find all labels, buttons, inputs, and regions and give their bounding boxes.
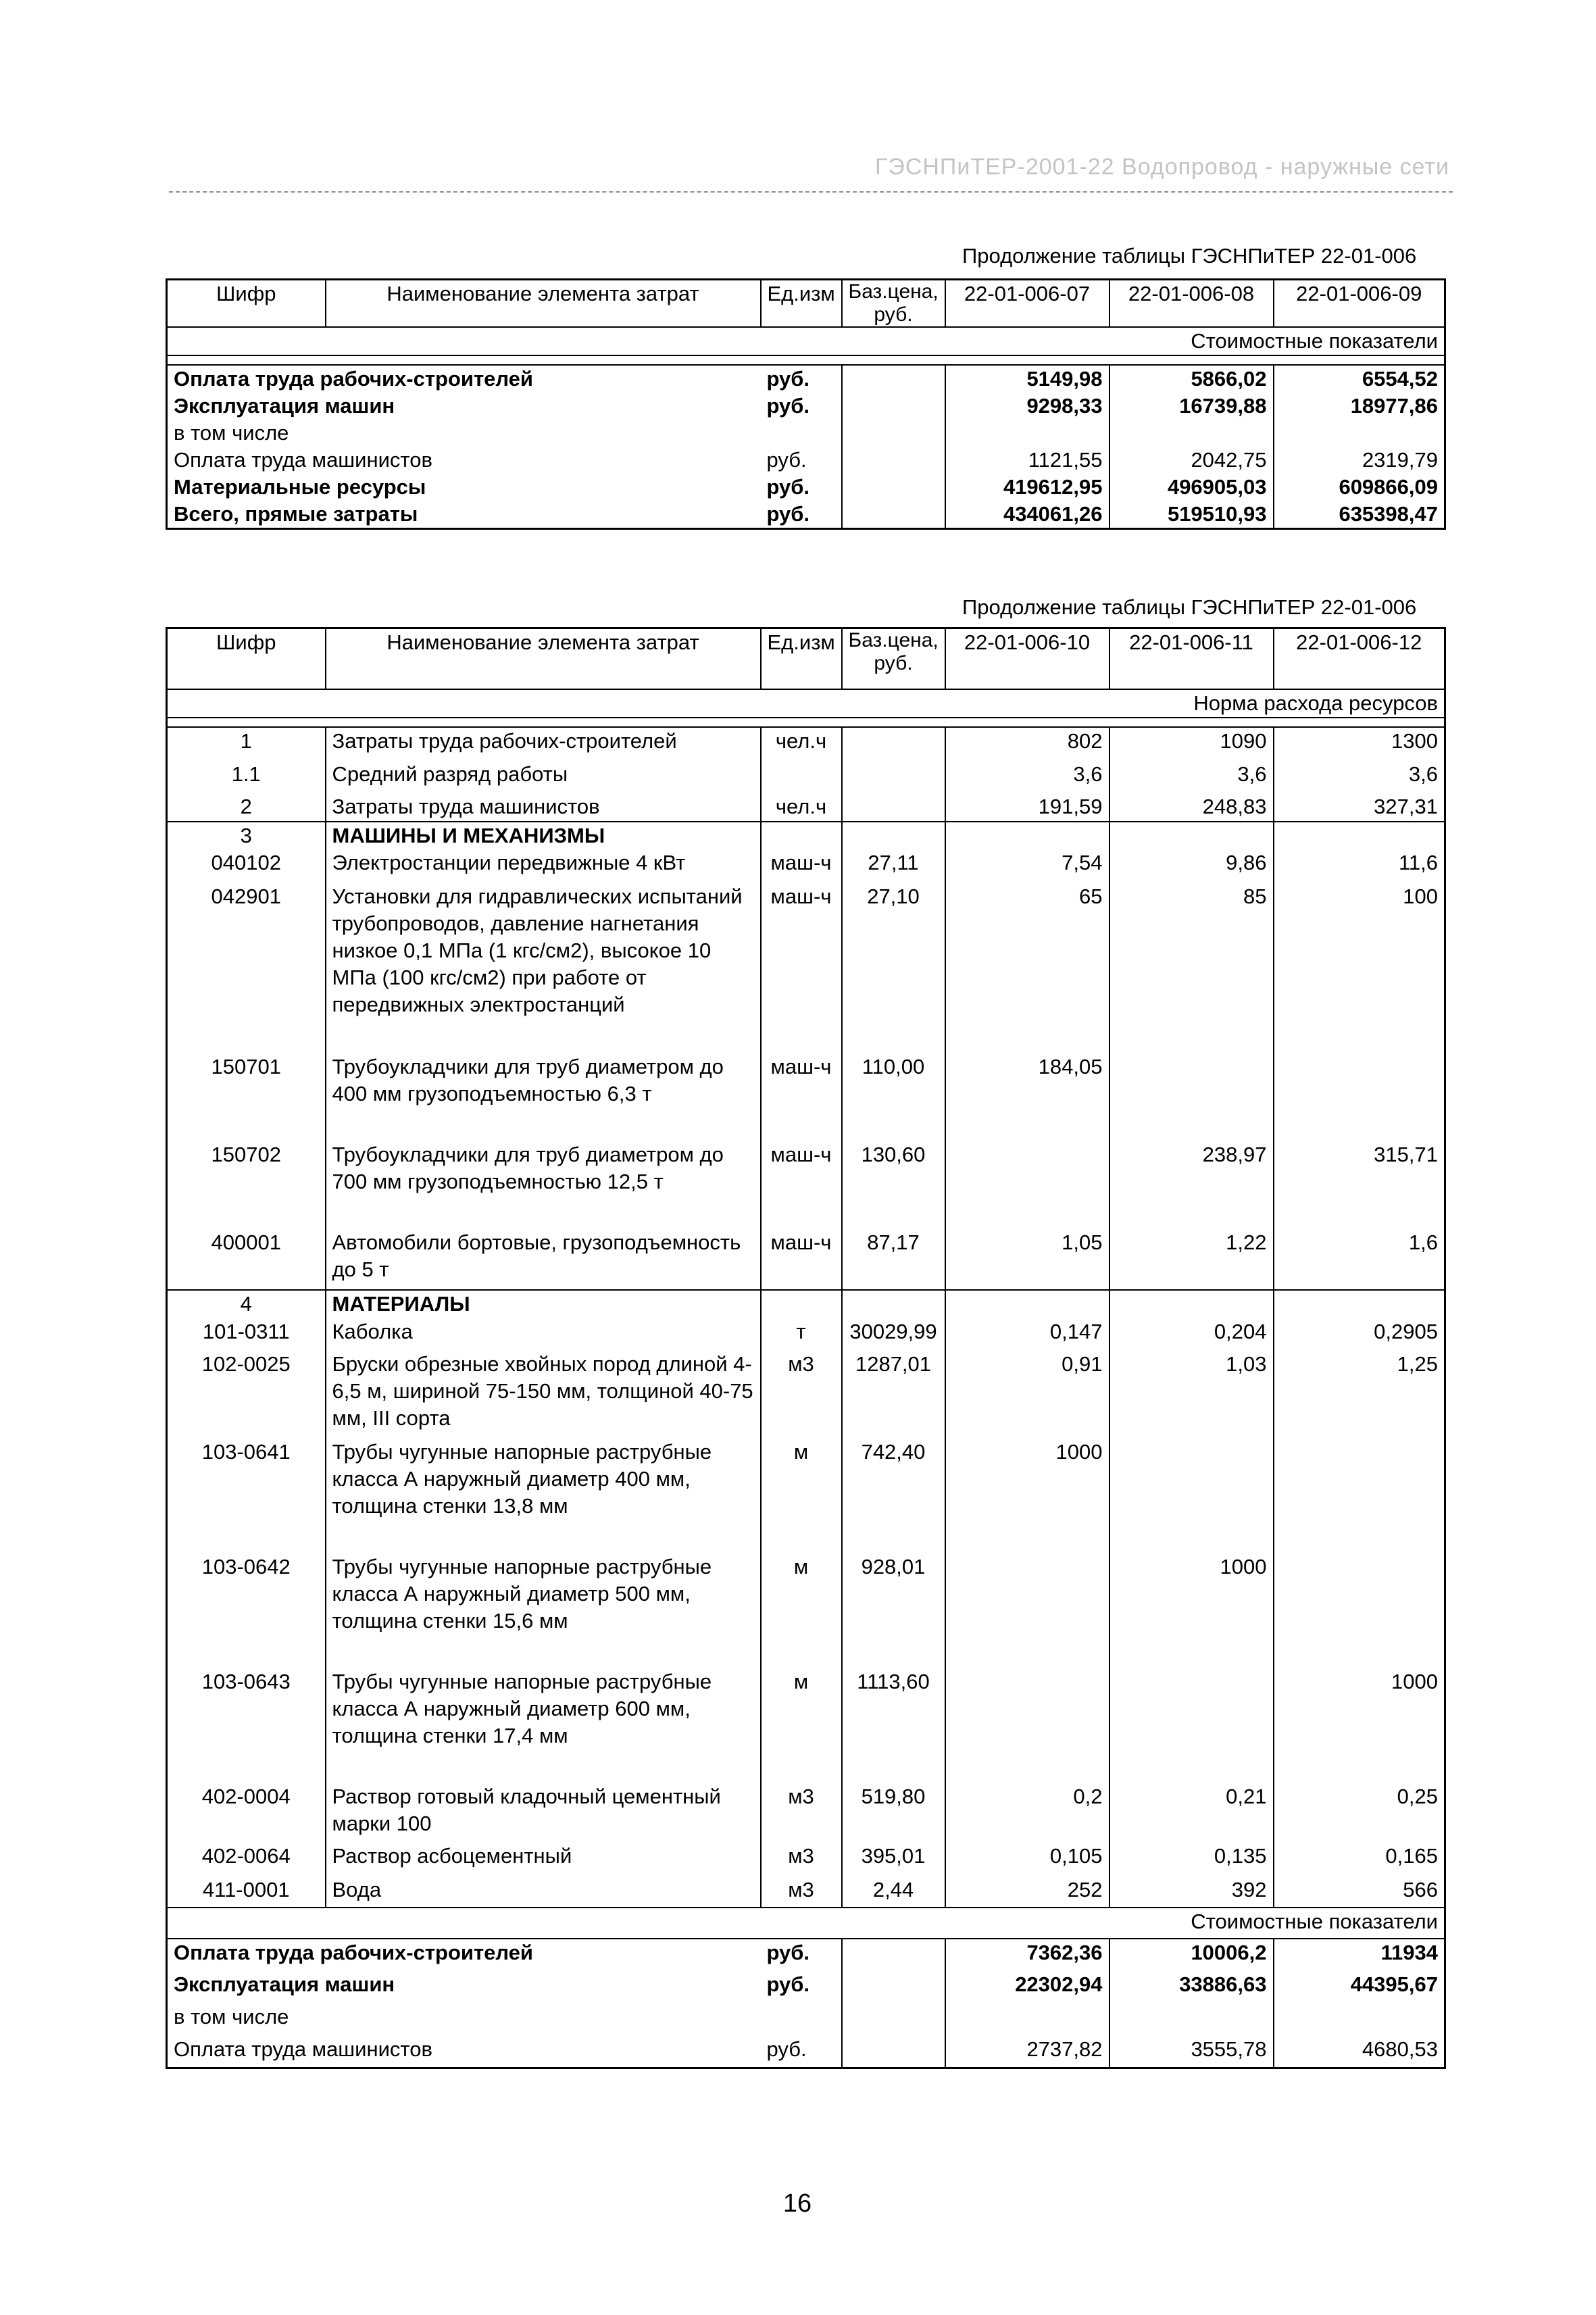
row-value-3 — [1274, 822, 1445, 849]
row-name: Трубы чугунные напорные раструбные класса А наружный диаметр 600 мм, толщина стенки 17,4 мм — [326, 1668, 761, 1783]
row-unit: м3 — [761, 1351, 842, 1439]
row-value-2: 9,86 — [1109, 849, 1274, 883]
row-price — [842, 474, 945, 501]
row-value-3: 100 — [1403, 884, 1438, 908]
table2-cost-label-row — [167, 1908, 1445, 1939]
row-code: 102-0025 — [167, 1351, 326, 1439]
table-row — [167, 883, 1445, 1053]
row-price — [842, 447, 945, 474]
row-value-1: 1,05 — [945, 1229, 1109, 1290]
row-unit: маш-ч — [761, 1053, 842, 1141]
row-unit: руб. — [761, 447, 842, 474]
row-value-2 — [1109, 1290, 1274, 1318]
row-value-3 — [1274, 420, 1445, 447]
row-value-2: 85 — [1109, 883, 1274, 1053]
table-row — [167, 447, 1445, 474]
row-name: Затраты труда рабочих-строителей — [326, 727, 761, 761]
row-value-3: 44395,67 — [1350, 1972, 1438, 1996]
row-price: 130,60 — [842, 1141, 945, 1229]
row-unit: м — [761, 1439, 842, 1553]
row-value-3: 635398,47 — [1339, 502, 1438, 526]
table1 — [166, 278, 1446, 530]
header-name: Наименование элемента затрат — [326, 280, 761, 328]
row-unit: руб. — [761, 474, 842, 501]
row-unit: м3 — [761, 1876, 842, 1908]
table-row — [167, 849, 1445, 883]
row-value-3: 1000 — [1391, 1669, 1438, 1693]
row-price — [842, 761, 945, 793]
table-row — [167, 1141, 1445, 1229]
row-value-1: 9298,33 — [945, 393, 1109, 420]
row-value-2: 1,22 — [1109, 1229, 1274, 1290]
row-unit — [761, 1290, 842, 1318]
row-value-3 — [1274, 1290, 1445, 1318]
row-name: Трубоукладчики для труб диаметром до 700 мм грузоподъемностью 12,5 т — [326, 1141, 761, 1229]
header-col-10: 22-01-006-10 — [945, 628, 1109, 689]
row-unit: руб. — [761, 2036, 842, 2068]
row-value-1: 2737,82 — [945, 2036, 1109, 2068]
row-code: 1 — [167, 727, 326, 761]
row-name: Бруски обрезные хвойных пород длиной 4-6,5 м, шириной 75-150 мм, толщиной 40-75 мм, III сорта — [326, 1351, 761, 1439]
row-unit: руб. — [761, 1971, 842, 2003]
row-value-1: 0,2 — [945, 1783, 1109, 1843]
table-row — [167, 365, 1445, 393]
row-unit: м — [761, 1668, 842, 1783]
row-unit — [761, 822, 842, 849]
row-price: 928,01 — [842, 1553, 945, 1668]
row-value-1: 191,59 — [945, 793, 1109, 822]
row-price — [842, 365, 945, 393]
row-value-1: 0,91 — [945, 1351, 1109, 1439]
row-value-1: 0,105 — [945, 1843, 1109, 1876]
row-name: Автомобили бортовые, грузоподъемность до 5 т — [326, 1229, 761, 1290]
table1-section-row — [167, 327, 1445, 355]
section-label: Стоимостные показатели — [167, 327, 1445, 355]
row-value-3: 0,2905 — [1374, 1319, 1438, 1343]
row-value-3: 4680,53 — [1362, 2037, 1438, 2061]
page-number: 16 — [782, 2189, 812, 2218]
row-value-2: 10006,2 — [1109, 1939, 1274, 1971]
header-unit: Ед.изм — [761, 280, 842, 328]
table-row — [167, 474, 1445, 501]
table-row — [167, 420, 1445, 447]
header-col-07: 22-01-006-07 — [945, 280, 1109, 328]
row-name: Раствор готовый кладочный цементный марки 100 — [326, 1783, 761, 1843]
table-row — [167, 1318, 1445, 1351]
row-unit: маш-ч — [761, 883, 842, 1053]
row-value-3: 11,6 — [1398, 850, 1438, 874]
table-row — [167, 793, 1445, 822]
row-price: 2,44 — [842, 1876, 945, 1908]
row-price: 1287,01 — [842, 1351, 945, 1439]
row-name: Электростанции передвижные 4 кВт — [326, 849, 761, 883]
row-name: Эксплуатация машин — [174, 394, 395, 418]
row-value-2: 238,97 — [1109, 1141, 1274, 1229]
row-name: Оплата труда рабочих-строителей — [174, 367, 533, 391]
row-value-1: 434061,26 — [945, 501, 1109, 529]
row-price — [842, 1290, 945, 1318]
row-price — [842, 2003, 945, 2036]
row-name: Оплата труда машинистов — [174, 448, 432, 472]
header-base-price: Баз.цена, руб. — [842, 628, 945, 689]
row-name: Оплата труда рабочих-строителей — [174, 1940, 533, 1964]
row-price — [842, 727, 945, 761]
row-price — [842, 501, 945, 529]
table-row — [167, 1229, 1445, 1290]
row-price — [842, 793, 945, 822]
row-name: Каболка — [326, 1318, 761, 1351]
row-value-1 — [945, 1668, 1109, 1783]
row-value-3: 0,165 — [1385, 1843, 1438, 1868]
row-value-1 — [945, 1290, 1109, 1318]
row-value-2: 519510,93 — [1109, 501, 1274, 529]
row-value-2: 1,03 — [1109, 1351, 1274, 1439]
row-unit: чел.ч — [761, 793, 842, 822]
row-value-2: 1000 — [1109, 1553, 1274, 1668]
row-value-1: 5149,98 — [945, 365, 1109, 393]
table-row — [167, 727, 1445, 761]
table2-caption: Продолжение таблицы ГЭСНПиТЕР 22-01-006 — [962, 595, 1417, 619]
row-value-3: 566 — [1274, 1876, 1445, 1908]
row-code: 042901 — [167, 883, 326, 1053]
row-value-2: 33886,63 — [1109, 1971, 1274, 2003]
header-base-price: Баз.цена, руб. — [842, 280, 945, 328]
row-value-2 — [1109, 420, 1274, 447]
row-value-2: 5866,02 — [1109, 365, 1274, 393]
table-row — [167, 1439, 1445, 1553]
row-unit: т — [761, 1318, 842, 1351]
norms-label: Норма расхода ресурсов — [167, 689, 1445, 718]
table-row — [167, 501, 1445, 529]
row-unit: м3 — [761, 1783, 842, 1843]
row-value-3 — [1274, 1439, 1445, 1553]
row-value-2 — [1109, 1668, 1274, 1783]
row-value-1 — [945, 420, 1109, 447]
header-rule — [169, 191, 1453, 193]
row-value-2: 3555,78 — [1109, 2036, 1274, 2068]
row-code: 103-0641 — [167, 1439, 326, 1553]
running-header: ГЭСНПиТЕР-2001-22 Водопровод - наружные сети — [874, 154, 1449, 180]
row-code: 150701 — [167, 1053, 326, 1141]
table-row — [167, 1843, 1445, 1876]
row-unit: маш-ч — [761, 1141, 842, 1229]
table-row — [167, 1971, 1445, 2003]
row-value-3: 2319,79 — [1362, 448, 1438, 472]
row-price: 27,10 — [842, 883, 945, 1053]
row-value-3: 1300 — [1391, 728, 1438, 753]
row-price — [842, 393, 945, 420]
row-code: 150702 — [167, 1141, 326, 1229]
row-value-2: 392 — [1109, 1876, 1274, 1908]
row-value-3 — [1274, 1553, 1445, 1668]
row-unit: маш-ч — [761, 849, 842, 883]
row-name: в том числе — [174, 2004, 289, 2028]
row-value-3: 1,25 — [1397, 1351, 1438, 1376]
row-price — [842, 2036, 945, 2068]
row-name: Материальные ресурсы — [174, 475, 426, 499]
row-value-2 — [1109, 1439, 1274, 1553]
table-row — [167, 761, 1445, 793]
header-code: Шифр — [167, 280, 326, 328]
row-name: Средний разряд работы — [326, 761, 761, 793]
row-value-1: 1000 — [945, 1439, 1109, 1553]
row-price: 395,01 — [842, 1843, 945, 1876]
table-row — [167, 1939, 1445, 1971]
row-value-2: 0,204 — [1109, 1318, 1274, 1351]
row-price: 110,00 — [842, 1053, 945, 1141]
table-row — [167, 822, 1445, 849]
cost-label: Стоимостные показатели — [167, 1908, 1445, 1939]
row-value-3: 18977,86 — [1350, 394, 1438, 418]
row-value-1: 419612,95 — [945, 474, 1109, 501]
row-code: 040102 — [167, 849, 326, 883]
row-name: Раствор асбоцементный — [326, 1843, 761, 1876]
row-name: Установки для гидравлических испытаний трубопроводов, давление нагнетания низкое 0,1 МПа (1 кгс/см2), высокое 10 МПа (100 кгс/см2) при работе от передвижных электростанций — [326, 883, 761, 1053]
row-value-3: 3,6 — [1408, 762, 1438, 786]
table1-header-row — [167, 280, 1445, 328]
row-value-2 — [1109, 2003, 1274, 2036]
row-unit: маш-ч — [761, 1229, 842, 1290]
row-value-3: 0,25 — [1397, 1784, 1438, 1808]
header-col-09: 22-01-006-09 — [1274, 280, 1445, 328]
row-value-3: 609866,09 — [1339, 475, 1438, 499]
row-value-1: 65 — [945, 883, 1109, 1053]
row-code: 402-0064 — [167, 1843, 326, 1876]
header-col-12: 22-01-006-12 — [1274, 628, 1445, 689]
row-value-1 — [945, 2003, 1109, 2036]
row-unit: м — [761, 1553, 842, 1668]
row-price: 519,80 — [842, 1783, 945, 1843]
row-value-1: 22302,94 — [945, 1971, 1109, 2003]
row-price: 742,40 — [842, 1439, 945, 1553]
table-row — [167, 393, 1445, 420]
row-unit: руб. — [761, 393, 842, 420]
row-name: Трубоукладчики для труб диаметром до 400 мм грузоподъемностью 6,3 т — [326, 1053, 761, 1141]
row-name: Вода — [326, 1876, 761, 1908]
row-value-2: 496905,03 — [1109, 474, 1274, 501]
row-unit: руб. — [761, 501, 842, 529]
row-code: 2 — [167, 793, 326, 822]
table-row — [167, 1553, 1445, 1668]
row-unit — [761, 2003, 842, 2036]
row-name: Трубы чугунные напорные раструбные класса А наружный диаметр 400 мм, толщина стенки 13,8 мм — [326, 1439, 761, 1553]
row-value-2: 0,135 — [1109, 1843, 1274, 1876]
row-value-1: 0,147 — [945, 1318, 1109, 1351]
row-name: Всего, прямые затраты — [174, 502, 418, 526]
row-value-2: 3,6 — [1109, 761, 1274, 793]
table-row — [167, 1290, 1445, 1318]
header-name: Наименование элемента затрат — [326, 628, 761, 689]
row-value-3: 1,6 — [1274, 1229, 1445, 1290]
row-unit: руб. — [761, 365, 842, 393]
table2 — [166, 627, 1446, 2069]
row-unit: руб. — [761, 1939, 842, 1971]
table-row — [167, 1351, 1445, 1439]
header-unit: Ед.изм — [761, 628, 842, 689]
row-name: МАТЕРИАЛЫ — [326, 1290, 761, 1318]
row-value-2 — [1109, 1053, 1274, 1141]
row-value-2: 16739,88 — [1109, 393, 1274, 420]
row-unit — [761, 420, 842, 447]
table1-caption: Продолжение таблицы ГЭСНПиТЕР 22-01-006 — [962, 244, 1417, 268]
row-unit — [761, 761, 842, 793]
row-name: Затраты труда машинистов — [326, 793, 761, 822]
row-price — [842, 822, 945, 849]
row-value-1: 7362,36 — [945, 1939, 1109, 1971]
row-name: в том числе — [174, 421, 289, 445]
row-name: Оплата труда машинистов — [174, 2037, 432, 2061]
row-code: 101-0311 — [167, 1318, 326, 1351]
row-code: 4 — [167, 1290, 326, 1318]
row-value-2: 0,21 — [1109, 1783, 1274, 1843]
row-value-3 — [1274, 1053, 1445, 1141]
row-unit: чел.ч — [761, 727, 842, 761]
row-name: Эксплуатация машин — [174, 1972, 395, 1996]
table1-spacer-row — [167, 355, 1445, 365]
row-value-1 — [945, 822, 1109, 849]
row-code: 3 — [167, 822, 326, 849]
row-price — [842, 1971, 945, 2003]
row-value-2: 248,83 — [1109, 793, 1274, 822]
table-row — [167, 1053, 1445, 1141]
row-value-1: 184,05 — [945, 1053, 1109, 1141]
row-price: 30029,99 — [842, 1318, 945, 1351]
row-price — [842, 420, 945, 447]
row-code: 1.1 — [167, 761, 326, 793]
row-price — [842, 1939, 945, 1971]
table2-header-row — [167, 628, 1445, 689]
table-row — [167, 1783, 1445, 1843]
row-value-1: 3,6 — [945, 761, 1109, 793]
table-row — [167, 2003, 1445, 2036]
table-row — [167, 1668, 1445, 1783]
row-value-3 — [1274, 2003, 1445, 2036]
row-value-2: 1090 — [1109, 727, 1274, 761]
table-row — [167, 2036, 1445, 2068]
row-code: 411-0001 — [167, 1876, 326, 1908]
row-value-1: 7,54 — [945, 849, 1109, 883]
row-unit: м3 — [761, 1843, 842, 1876]
row-code: 103-0642 — [167, 1553, 326, 1668]
row-value-1 — [945, 1141, 1109, 1229]
row-value-3: 6554,52 — [1362, 367, 1438, 391]
table2-spacer-row — [167, 718, 1445, 727]
row-value-1: 1121,55 — [945, 447, 1109, 474]
header-code: Шифр — [167, 628, 326, 689]
header-col-11: 22-01-006-11 — [1109, 628, 1274, 689]
row-value-3: 11934 — [1380, 1940, 1438, 1964]
row-value-2 — [1109, 822, 1274, 849]
header-col-08: 22-01-006-08 — [1109, 280, 1274, 328]
row-value-2: 2042,75 — [1109, 447, 1274, 474]
row-code: 402-0004 — [167, 1783, 326, 1843]
row-value-1 — [945, 1553, 1109, 1668]
row-price: 27,11 — [842, 849, 945, 883]
row-price: 87,17 — [842, 1229, 945, 1290]
row-value-1: 252 — [945, 1876, 1109, 1908]
table2-norms-row — [167, 689, 1445, 718]
row-code: 400001 — [167, 1229, 326, 1290]
row-price: 1113,60 — [842, 1668, 945, 1783]
table-row — [167, 1876, 1445, 1908]
row-value-3: 327,31 — [1274, 793, 1445, 822]
row-code: 103-0643 — [167, 1668, 326, 1783]
row-name: МАШИНЫ И МЕХАНИЗМЫ — [326, 822, 761, 849]
row-value-1: 802 — [945, 727, 1109, 761]
row-name: Трубы чугунные напорные раструбные класса А наружный диаметр 500 мм, толщина стенки 15,6 мм — [326, 1553, 761, 1668]
row-value-3: 315,71 — [1374, 1142, 1438, 1166]
